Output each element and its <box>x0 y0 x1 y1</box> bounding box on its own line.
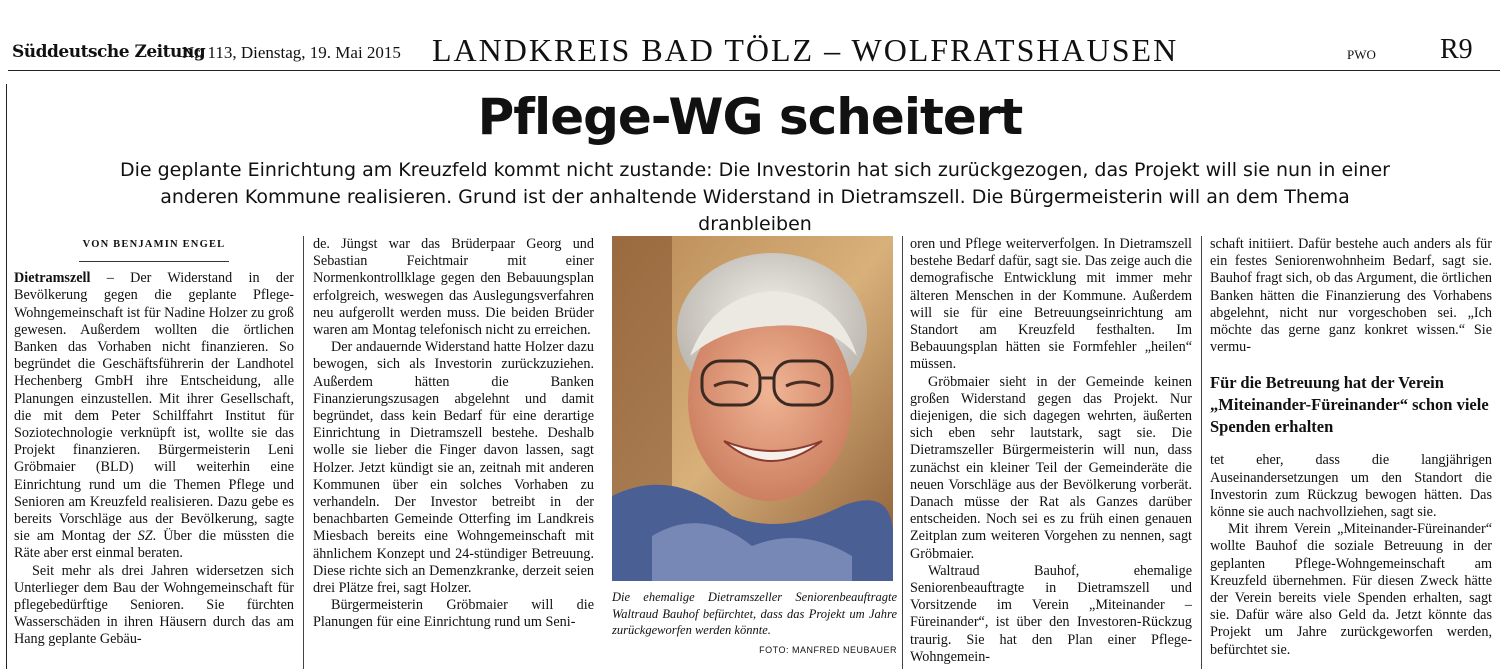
masthead <box>0 0 1500 68</box>
deck: Die geplante Einrichtung am Kreuzfeld kommt nicht zustande: Die Investorin hat sich zurückgezogen, das Projekt will sie nun in einer anderen Kommune realisieren. Grund ist der anhaltende Widerstand in Dietramszell. Die Bürgermeisterin will an dem Thema dranbleiben <box>119 159 1390 235</box>
column-divider <box>902 236 903 669</box>
paragraph: schaft initiiert. Dafür bestehe auch anders als für ein festes Seniorenwohnheim Bedarf, sagt sie. Bauhof fragt sich, ob das Argument, die örtlichen Banken hätten die Finanzierung des Vorhabens abgelehnt, nicht nur vorgeschoben sei. „Ich möchte das gerne ganz konkret wissen.“ Sie vermu- <box>1210 236 1492 356</box>
paragraph: Seit mehr als drei Jahren widersetzen sich Unterlieger dem Bau der Wohngemeinschaft für pflegebedürftige Senioren. Sie fürchten Wasserschäden in ihren Häusern durch das am Hang geplante Gebäu- <box>14 562 294 648</box>
paragraph: Bürgermeisterin Gröbmaier will die Planungen für eine Einrichtung rund um Seni- <box>313 597 594 631</box>
masthead-rule <box>8 70 1500 71</box>
section-title: LANDKREIS BAD TÖLZ – WOLFRATSHAUSEN <box>432 32 1179 68</box>
paragraph: Der andauernde Widerstand hatte Holzer dazu bewogen, sich als Investorin zurückzuziehen. Außerdem hätten die Banken Finanzierungszusagen abgelehnt und damit begründet, dass kein Bedarf für eine derartige Einrichtung in Dietramszell bestehe. Deshalb wolle sie lieber die Finger davon lassen, sagt Holzer. Jetzt kündigt sie an, zeitnah mit anderen Kommunen über ein solches Vorhaben zu verhandeln. Der Investor betreibt in der benachbarten Gemeinde Otterfing im Landkreis Miesbach bereits eine Wohngemeinschaft mit ähnlichem Konzept und 24-stündiger Betreuung. Diese richte sich an Demenzkranke, derzeit seien drei Plätze frei, sagt Holzer. <box>313 339 594 597</box>
column-5 <box>1210 236 1492 659</box>
portrait-photo-image <box>612 236 893 581</box>
photo-caption <box>612 589 897 658</box>
paragraph: de. Jüngst war das Brüderpaar Georg und Sebastian Feichtmair mit einer Normenkontrollklage gegen den Bebauungsplan erfolgreich, weswegen das Auslegungsverfahren neu aufgerollt werden muss. Die beiden Brüder waren am Montag telefonisch nicht zu erreichen. <box>313 236 594 339</box>
column-divider <box>303 236 304 669</box>
page-number: R9 <box>1440 34 1473 65</box>
caption-text: Die ehemalige Dietramszeller Seniorenbeauftragte Waltraud Bauhof befürchtet, dass das Projekt um Jahre zurückgeworfen werden könnte. <box>612 590 897 637</box>
photo-credit: FOTO: MANFRED NEUBAUER <box>759 644 897 655</box>
dateline: Dietramszell <box>14 270 91 287</box>
byline: VON BENJAMIN ENGEL <box>82 239 226 250</box>
left-border-rule <box>6 84 7 669</box>
paragraph: Gröbmaier sieht in der Gemeinde keinen großen Widerstand gegen das Projekt. Nur diejenigen, die sich dagegen wehrten, äußerten sich eben sehr lautstark, sagt sie. Die Dietramszeller Bürgermeisterin will nun, dass zunächst ein kleiner Teil der Gemeinderäte die neuen Vorschläge aus der Bevölkerung vorberät. Danach müsse der Rat als Ganzes darüber entscheiden. Noch sei es zu früh einen genauen Zeitplan zum weiteren Vorgehen zu nennen, sagt Gröbmaier. <box>910 373 1192 562</box>
paragraph: tet eher, dass die langjährigen Auseinandersetzungen um den Standort die Investorin zum Rückzug bewogen hätten. Das könne sie auch nachvollziehen, sagt sie. <box>1210 452 1492 521</box>
newspaper-logo: Süddeutsche Zeitung <box>12 42 206 62</box>
headline: Pflege-WG scheitert <box>477 88 1023 146</box>
column-divider <box>1201 236 1202 669</box>
column-2 <box>313 236 594 632</box>
subheading: Für die Betreuung hat der Verein „Miteinander-Füreinander“ schon viele Spenden erhalten <box>1210 373 1489 437</box>
edition-code: PWO <box>1347 47 1376 62</box>
column-1 <box>14 236 294 649</box>
paragraph: Dietramszell – Der Widerstand in der Bevölkerung gegen die geplante Pflege-Wohngemeinschaft ist für Nadine Holzer zu groß gewesen. Außerdem wollten die örtlichen Banken das Vorhaben nicht finanzieren. So begründet die Geschäftsführerin der Landhotel Hechenberg GmbH ihre Entscheidung, alle Planungen einzustellen. Mit ihrer Gesellschaft, die mit dem Peter Schilffahrt Institut für Soziotechnologie verknüpft ist, wollte sie das Projekt finanzieren. Bürgermeisterin Leni Gröbmaier (BLD) will weiterhin eine Einrichtung rund um die Themen Pflege und Senioren am Kreuzfeld realisieren. Dazu gebe es bereits Vorschläge aus der Bevölkerung, sagte sie am Montag der SZ. Über die müssten die Räte aber erst einmal beraten. <box>14 270 294 562</box>
paragraph: oren und Pflege weiterverfolgen. In Dietramszell bestehe Bedarf dafür, sagt sie. Das zeige auch die demografische Entwicklung mit immer mehr älteren Menschen in der Kommune. Außerdem will sie für eine Betreuungseinrichtung am Standort am Kreuzfeld festhalten. Im Bebauungsplan hätten sie Formfehler „heilen“ müssen. <box>910 236 1192 373</box>
byline-rule <box>79 261 229 262</box>
portrait-photo <box>612 236 893 581</box>
paragraph: Mit ihrem Verein „Miteinander-Füreinander“ wollte Bauhof die soziale Betreuung in der geplanten Pflege-Wohngemeinschaft am Kreuzfeld übernehmen. Für diesen Zweck hätte der Verein bereits viele Spenden erhalten, sagt sie. Dafür wäre also Geld da. Jetzt könnte das Projekt um Jahre zurückgeworfen werden, befürchtet sie. <box>1210 521 1492 658</box>
sz-abbrev: SZ <box>137 528 153 545</box>
issue-info: Nr. 113, Dienstag, 19. Mai 2015 <box>182 43 401 62</box>
column-4 <box>910 236 1192 666</box>
paragraph: Waltraud Bauhof, ehemalige Seniorenbeauftragte in Dietramszell und Vorsitzende im Verein „Miteinander – Füreinander“, ist über den Investoren-Rückzug traurig. Sie hat den Plan einer Pflege-Wohngemein- <box>910 562 1192 665</box>
